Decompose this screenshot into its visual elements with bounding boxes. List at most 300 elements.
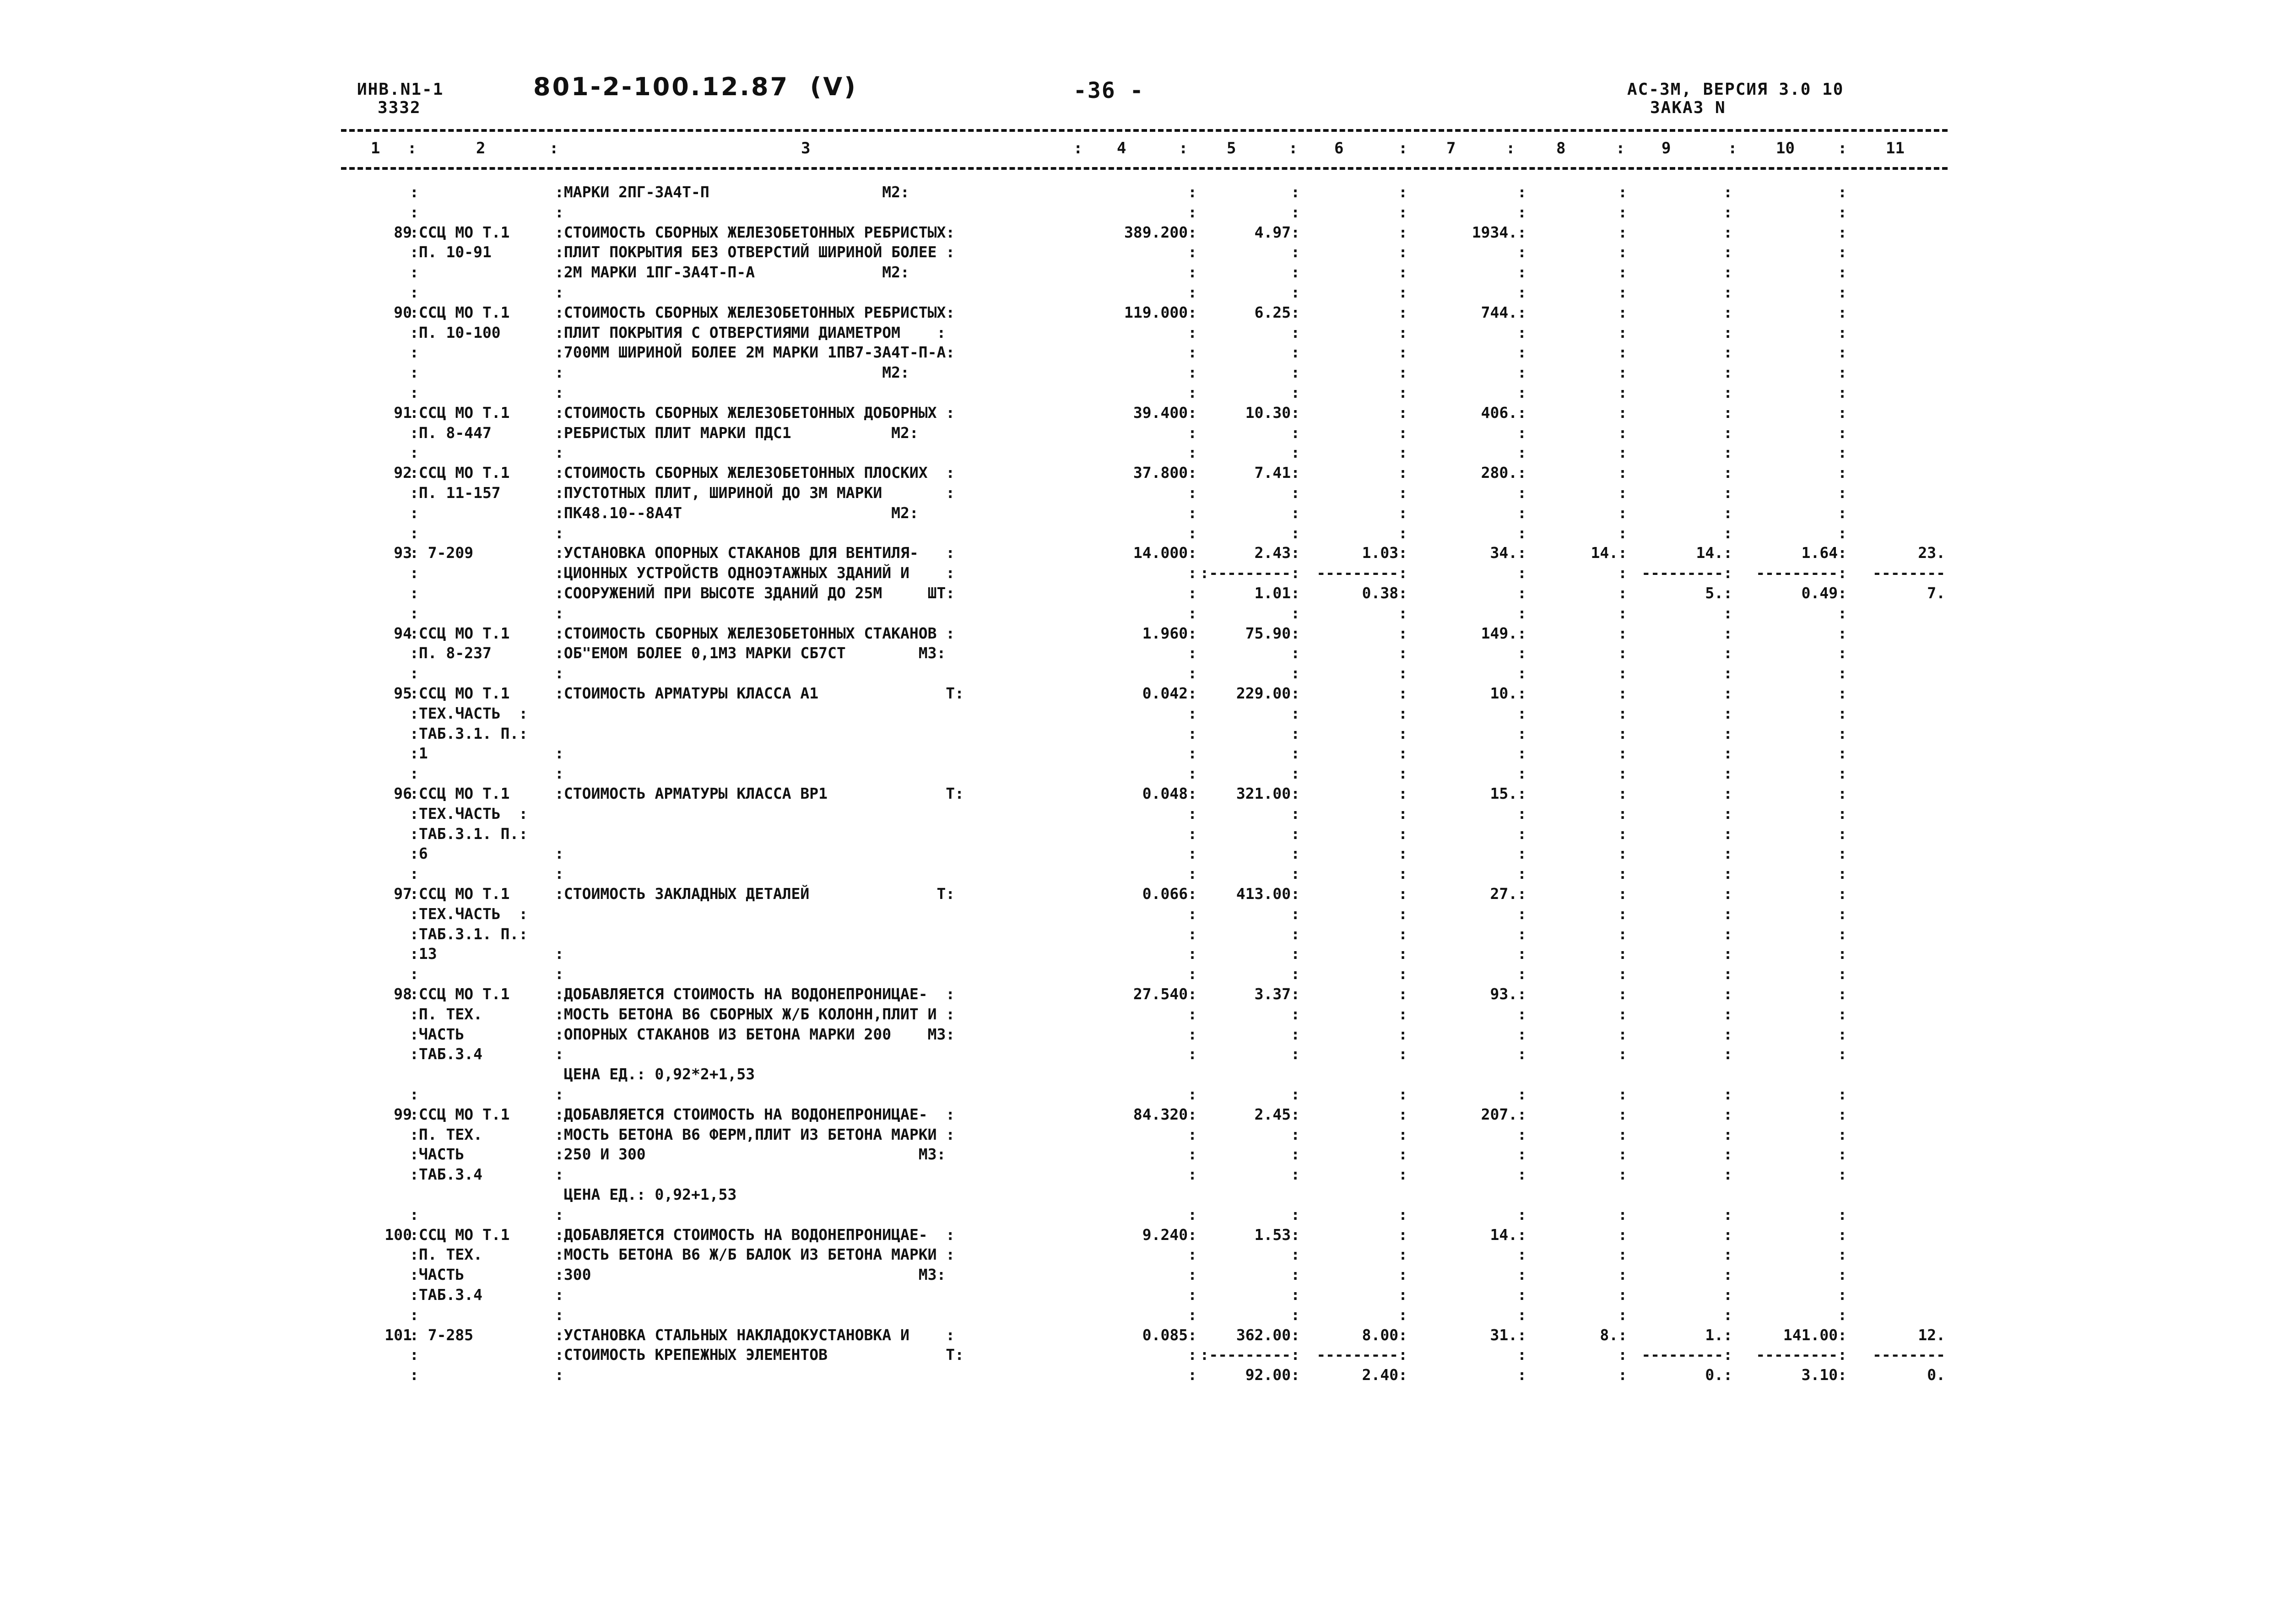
table-row xyxy=(0,504,2284,524)
col-sep: : xyxy=(1073,139,1083,157)
cell-col-10: : xyxy=(1838,824,1847,843)
cell-col-6: : xyxy=(1398,343,1407,362)
cell-col-3: :МОСТЬ БЕТОНА В6 Ж/Б БАЛОК ИЗ БЕТОНА МАРКИ : xyxy=(555,1245,955,1264)
cell-col-7: 149.: xyxy=(1481,624,1526,642)
cell-col-2: : xyxy=(410,1305,419,1324)
cell-col-5: 75.90: xyxy=(1245,624,1300,642)
cell-col-9: : xyxy=(1723,764,1732,783)
table-row xyxy=(0,464,2284,484)
cell-col-7: : xyxy=(1517,1366,1526,1384)
cell-col-7: : xyxy=(1517,584,1526,602)
cell-col-5: :---------: xyxy=(1200,1346,1300,1364)
cell-col-9: : xyxy=(1723,503,1732,522)
cell-col-7: : xyxy=(1517,1286,1526,1304)
col-header-5: 5 xyxy=(1227,139,1236,157)
cell-col-4: : xyxy=(1188,1205,1197,1223)
cell-col-7: 34.: xyxy=(1490,544,1526,562)
cell-col-9: : xyxy=(1723,1005,1732,1023)
cell-col-1: 96 xyxy=(394,785,412,802)
cell-col-8: : xyxy=(1618,925,1627,943)
cell-col-5: 413.00: xyxy=(1236,885,1300,903)
table-row xyxy=(0,243,2284,263)
cell-col-6: : xyxy=(1398,824,1407,843)
cell-col-4: : xyxy=(1188,904,1197,923)
cell-col-4: 0.048: xyxy=(1142,785,1197,802)
cell-col-4: : xyxy=(1188,1005,1197,1023)
cell-col-3: :СТОИМОСТЬ АРМАТУРЫ КЛАССА ВР1 Т: xyxy=(555,785,964,802)
table-row xyxy=(0,985,2284,1005)
cell-col-4: 0.066: xyxy=(1142,885,1197,903)
cell-col-5: : xyxy=(1291,965,1300,983)
cell-col-7: : xyxy=(1517,1305,1526,1324)
cell-col-6: : xyxy=(1398,644,1407,662)
cell-col-9: : xyxy=(1723,1165,1732,1184)
cell-col-4: : xyxy=(1188,1125,1197,1143)
cell-col-2: : xyxy=(410,604,419,622)
cell-col-9: : xyxy=(1723,403,1732,422)
cell-col-10: : xyxy=(1838,1105,1847,1123)
cell-col-9: : xyxy=(1723,1025,1732,1043)
cell-col-10: : xyxy=(1838,865,1847,883)
cell-col-4: : xyxy=(1188,824,1197,843)
cell-col-5: 1.01: xyxy=(1254,584,1300,602)
cell-col-3: :ПК48.10--8А4Т М2: xyxy=(555,503,919,522)
cell-col-3: :СТОИМОСТЬ КРЕПЕЖНЫХ ЭЛЕМЕНТОВ Т: xyxy=(555,1346,964,1364)
cell-col-6: : xyxy=(1398,524,1407,542)
cell-col-8: : xyxy=(1618,1045,1627,1063)
cell-col-4: : xyxy=(1188,644,1197,662)
table-row xyxy=(0,1286,2284,1306)
cell-col-7: : xyxy=(1517,1005,1526,1023)
table-row xyxy=(0,424,2284,444)
cell-col-7: : xyxy=(1517,1025,1526,1043)
cell-col-8: : xyxy=(1618,303,1627,321)
cell-col-2: :ЧАСТЬ xyxy=(410,1145,465,1164)
cell-col-7: : xyxy=(1517,343,1526,362)
cell-col-1: 99 xyxy=(394,1105,412,1123)
table-row xyxy=(0,484,2284,504)
cell-col-6: : xyxy=(1398,1125,1407,1143)
cell-col-1: 95 xyxy=(394,684,412,702)
cell-col-4: : xyxy=(1188,1346,1197,1364)
cell-col-11: -------- xyxy=(1873,564,1945,582)
cell-col-7: : xyxy=(1517,524,1526,542)
cell-col-4: 119.000: xyxy=(1124,303,1197,321)
cell-col-7: : xyxy=(1517,1125,1526,1143)
cell-col-7: : xyxy=(1517,865,1526,883)
cell-col-4: : xyxy=(1188,664,1197,682)
cell-col-7: : xyxy=(1517,183,1526,201)
cell-col-6: : xyxy=(1398,303,1407,321)
table-row xyxy=(0,363,2284,384)
cell-col-7: : xyxy=(1517,283,1526,301)
cell-col-10: : xyxy=(1838,764,1847,783)
cell-col-5: : xyxy=(1291,664,1300,682)
cell-col-9: : xyxy=(1723,203,1732,221)
table-row xyxy=(0,444,2284,464)
cell-col-8: : xyxy=(1618,904,1627,923)
cell-col-4: : xyxy=(1188,503,1197,522)
cell-col-9: : xyxy=(1723,303,1732,321)
cell-col-10: : xyxy=(1838,243,1847,261)
cell-col-4: : xyxy=(1188,363,1197,382)
table-row xyxy=(0,1366,2284,1386)
cell-col-3: : xyxy=(555,604,564,622)
cell-col-5: : xyxy=(1291,1085,1300,1103)
table-row xyxy=(0,1065,2284,1085)
cell-col-9: : xyxy=(1723,965,1732,983)
cell-col-9: : xyxy=(1723,1225,1732,1244)
cell-col-5: 92.00: xyxy=(1245,1366,1300,1384)
cell-col-3: :ОПОРНЫХ СТАКАНОВ ИЗ БЕТОНА МАРКИ 200 М3: xyxy=(555,1025,955,1043)
cell-col-2: : xyxy=(410,564,419,582)
cell-col-10: 3.10: xyxy=(1801,1366,1847,1384)
cell-col-1: 89 xyxy=(394,223,412,241)
cell-col-9: : xyxy=(1723,183,1732,201)
cell-col-5: : xyxy=(1291,604,1300,622)
cell-col-9: : xyxy=(1723,724,1732,742)
cell-col-6: : xyxy=(1398,1085,1407,1103)
table-row xyxy=(0,404,2284,424)
cell-col-3: :ПУСТОТНЫХ ПЛИТ, ШИРИНОЙ ДО 3М МАРКИ : xyxy=(555,484,955,502)
cell-col-7: : xyxy=(1517,925,1526,943)
cell-col-6: : xyxy=(1398,263,1407,281)
cell-col-3: :МОСТЬ БЕТОНА В6 СБОРНЫХ Ж/Б КОЛОНН,ПЛИТ И : xyxy=(555,1005,955,1023)
cell-col-6: : xyxy=(1398,1005,1407,1023)
cell-col-2: :ЧАСТЬ xyxy=(410,1025,465,1043)
cell-col-7: : xyxy=(1517,384,1526,401)
cell-col-2: : xyxy=(410,1346,419,1364)
cell-col-9: : xyxy=(1723,865,1732,883)
col-header-2: 2 xyxy=(476,139,486,157)
cell-col-5: : xyxy=(1291,844,1300,863)
header-top-rule xyxy=(341,129,1948,132)
cell-col-7: : xyxy=(1517,323,1526,341)
cell-col-5: : xyxy=(1291,343,1300,362)
table-row xyxy=(0,604,2284,624)
cell-col-2: :П. 10-91 xyxy=(410,243,492,261)
cell-col-2: : xyxy=(410,503,419,522)
cell-col-7: 31.: xyxy=(1490,1326,1526,1344)
cell-col-10: : xyxy=(1838,724,1847,742)
cell-col-10: : xyxy=(1838,323,1847,341)
table-row xyxy=(0,844,2284,865)
col-header-6: 6 xyxy=(1334,139,1344,157)
cell-col-5: : xyxy=(1291,263,1300,281)
cell-col-7: : xyxy=(1517,1266,1526,1284)
cell-col-10: : xyxy=(1838,343,1847,362)
cell-col-4: : xyxy=(1188,724,1197,742)
col-header-9: 9 xyxy=(1662,139,1671,157)
cell-col-6: ---------: xyxy=(1316,564,1407,582)
table-row xyxy=(0,524,2284,544)
cell-col-3: :СТОИМОСТЬ СБОРНЫХ ЖЕЛЕЗОБЕТОННЫХ ДОБОРНЫХ : xyxy=(555,403,955,422)
cell-col-2: :ЧАСТЬ xyxy=(410,1266,465,1284)
cell-col-6: 2.40: xyxy=(1362,1366,1407,1384)
cell-col-8: : xyxy=(1618,664,1627,682)
cell-col-9: : xyxy=(1723,904,1732,923)
cell-col-4: : xyxy=(1188,804,1197,823)
cell-col-4: 1.960: xyxy=(1142,624,1197,642)
cell-col-6: : xyxy=(1398,323,1407,341)
cell-col-11: 23. xyxy=(1918,544,1945,562)
cell-col-8: : xyxy=(1618,684,1627,702)
cell-col-4: 27.540: xyxy=(1133,985,1197,1003)
table-row xyxy=(0,183,2284,203)
cell-col-5: : xyxy=(1291,744,1300,763)
cell-col-3: :ДОБАВЛЯЕТСЯ СТОИМОСТЬ НА ВОДОНЕПРОНИЦАЕ- : xyxy=(555,1105,955,1123)
cell-col-10: : xyxy=(1838,965,1847,983)
cell-col-6: : xyxy=(1398,865,1407,883)
cell-col-2: :ТЕХ.ЧАСТЬ : xyxy=(410,804,528,823)
cell-col-8: : xyxy=(1618,764,1627,783)
cell-col-10: : xyxy=(1838,1286,1847,1304)
cell-col-5: 229.00: xyxy=(1236,684,1300,702)
cell-col-8: : xyxy=(1618,804,1627,823)
cell-col-10: : xyxy=(1838,1266,1847,1284)
cell-col-6: ---------: xyxy=(1316,1346,1407,1364)
cell-col-4: : xyxy=(1188,1165,1197,1184)
cell-col-3: : xyxy=(555,1045,564,1063)
col-sep: : xyxy=(1398,139,1408,157)
cell-col-10: : xyxy=(1838,1305,1847,1324)
cell-col-6: : xyxy=(1398,684,1407,702)
column-header-row xyxy=(0,139,2284,159)
cell-col-3: :ДОБАВЛЯЕТСЯ СТОИМОСТЬ НА ВОДОНЕПРОНИЦАЕ- : xyxy=(555,1225,955,1244)
cell-col-2: :ТАБ.3.1. П.: xyxy=(410,724,528,742)
cell-col-2: :П. 8-237 xyxy=(410,644,492,662)
cell-col-7: : xyxy=(1517,644,1526,662)
cell-col-2: : xyxy=(410,584,419,602)
cell-col-2: :П. 11-157 xyxy=(410,484,501,502)
cell-col-4: : xyxy=(1188,945,1197,963)
cell-col-1: 100 xyxy=(384,1225,412,1244)
cell-col-9: : xyxy=(1723,1245,1732,1264)
cell-col-2: : xyxy=(410,283,419,301)
cell-col-11: 0. xyxy=(1927,1366,1945,1384)
cell-col-6: : xyxy=(1398,203,1407,221)
cell-col-9: : xyxy=(1723,1145,1732,1164)
cell-col-1: 91 xyxy=(394,403,412,422)
cell-col-3: : М2: xyxy=(555,363,909,382)
cell-col-10: : xyxy=(1838,785,1847,802)
cell-col-8: : xyxy=(1618,584,1627,602)
cell-col-5: : xyxy=(1291,804,1300,823)
cell-col-8: : xyxy=(1618,644,1627,662)
table-row xyxy=(0,1165,2284,1186)
cell-col-4: : xyxy=(1188,584,1197,602)
cell-col-9: : xyxy=(1723,423,1732,442)
cell-col-2: :1 xyxy=(410,744,428,763)
cell-col-8: : xyxy=(1618,524,1627,542)
cell-col-10: : xyxy=(1838,1165,1847,1184)
table-row xyxy=(0,1045,2284,1065)
cell-col-9: : xyxy=(1723,343,1732,362)
cell-col-2: :ТАБ.3.1. П.: xyxy=(410,925,528,943)
cell-col-5: : xyxy=(1291,1125,1300,1143)
cell-col-7: : xyxy=(1517,724,1526,742)
cell-col-2: :ССЦ МО Т.1 xyxy=(410,464,510,482)
cell-col-5: : xyxy=(1291,1266,1300,1284)
cell-col-3: :УСТАНОВКА СТАЛЬНЫХ НАКЛАДОКУСТАНОВКА И : xyxy=(555,1326,955,1344)
cell-col-6: : xyxy=(1398,503,1407,522)
cell-col-10: : xyxy=(1838,664,1847,682)
cell-col-8: : xyxy=(1618,1105,1627,1123)
table-row xyxy=(0,925,2284,945)
cell-col-4: : xyxy=(1188,423,1197,442)
cell-col-8: : xyxy=(1618,744,1627,763)
col-sep: : xyxy=(1838,139,1847,157)
cell-col-9: : xyxy=(1723,1205,1732,1223)
cell-col-10: : xyxy=(1838,1205,1847,1223)
cell-col-8: : xyxy=(1618,423,1627,442)
cell-col-4: : xyxy=(1188,524,1197,542)
cell-col-2: : xyxy=(410,1366,419,1384)
cell-col-6: : xyxy=(1398,945,1407,963)
cell-col-7: : xyxy=(1517,604,1526,622)
cell-col-7: : xyxy=(1517,704,1526,722)
cell-col-10: : xyxy=(1838,1245,1847,1264)
cell-col-8: : xyxy=(1618,704,1627,722)
cell-col-8: : xyxy=(1618,384,1627,401)
cell-col-2: :ССЦ МО Т.1 xyxy=(410,624,510,642)
cell-col-5: 362.00: xyxy=(1236,1326,1300,1344)
cell-col-8: : xyxy=(1618,885,1627,903)
cell-col-7: : xyxy=(1517,844,1526,863)
cell-col-4: : xyxy=(1188,604,1197,622)
table-row xyxy=(0,624,2284,644)
cell-col-8: : xyxy=(1618,1125,1627,1143)
table-row xyxy=(0,1326,2284,1346)
cell-col-8: : xyxy=(1618,1005,1627,1023)
cell-col-4: : xyxy=(1188,865,1197,883)
cell-col-3: : xyxy=(555,1205,564,1223)
cell-col-6: : xyxy=(1398,283,1407,301)
cell-col-10: : xyxy=(1838,704,1847,722)
cell-col-3: :ДОБАВЛЯЕТСЯ СТОИМОСТЬ НА ВОДОНЕПРОНИЦАЕ- : xyxy=(555,985,955,1003)
cell-col-6: : xyxy=(1398,1286,1407,1304)
cell-col-10: 1.64: xyxy=(1801,544,1847,562)
cell-col-5: : xyxy=(1291,524,1300,542)
cell-col-10: : xyxy=(1838,263,1847,281)
cell-col-9: : xyxy=(1723,444,1732,462)
cell-col-6: : xyxy=(1398,744,1407,763)
cell-col-8: : xyxy=(1618,343,1627,362)
cell-col-3: :СТОИМОСТЬ ЗАКЛАДНЫХ ДЕТАЛЕЙ Т: xyxy=(555,885,955,903)
cell-col-5: : xyxy=(1291,1245,1300,1264)
cell-col-9: : xyxy=(1723,243,1732,261)
cell-col-10: : xyxy=(1838,503,1847,522)
cell-col-5: 7.41: xyxy=(1254,464,1300,482)
cell-col-8: : xyxy=(1618,444,1627,462)
program-version: АС-3М, ВЕРСИЯ 3.0 10 xyxy=(1627,80,1844,99)
cell-col-6: : xyxy=(1398,925,1407,943)
cell-col-10: : xyxy=(1838,684,1847,702)
cell-col-6: : xyxy=(1398,965,1407,983)
cell-col-2: :ССЦ МО Т.1 xyxy=(410,303,510,321)
cell-col-1: 90 xyxy=(394,303,412,321)
cell-col-4: : xyxy=(1188,704,1197,722)
cell-col-9: : xyxy=(1723,1125,1732,1143)
cell-col-2: :6 xyxy=(410,844,428,863)
table-row xyxy=(0,1025,2284,1045)
col-header-10: 10 xyxy=(1776,139,1795,157)
cell-col-2: : xyxy=(410,664,419,682)
cell-col-7: : xyxy=(1517,444,1526,462)
cell-col-10: : xyxy=(1838,1005,1847,1023)
cell-col-9: : xyxy=(1723,363,1732,382)
cell-col-7: : xyxy=(1517,363,1526,382)
cell-col-9: ---------: xyxy=(1641,564,1732,582)
cell-col-10: 141.00: xyxy=(1783,1326,1847,1344)
cell-col-3: :УСТАНОВКА ОПОРНЫХ СТАКАНОВ ДЛЯ ВЕНТИЛЯ- : xyxy=(555,544,955,562)
cell-col-4: : xyxy=(1188,1266,1197,1284)
table-row xyxy=(0,544,2284,564)
cell-col-1: 98 xyxy=(394,985,412,1003)
cell-col-7: : xyxy=(1517,664,1526,682)
table-row xyxy=(0,764,2284,785)
table-row xyxy=(0,725,2284,745)
cell-col-4: 37.800: xyxy=(1133,464,1197,482)
cell-col-7: : xyxy=(1517,804,1526,823)
cell-col-4: : xyxy=(1188,1286,1197,1304)
cell-col-5: : xyxy=(1291,1205,1300,1223)
cell-col-8: : xyxy=(1618,1145,1627,1164)
cell-col-8: : xyxy=(1618,1165,1627,1184)
cell-col-6: 0.38: xyxy=(1362,584,1407,602)
table-row xyxy=(0,684,2284,704)
cell-col-2: : xyxy=(410,263,419,281)
cell-col-2: : 7-209 xyxy=(410,544,474,562)
cell-col-9: : xyxy=(1723,624,1732,642)
cell-col-2: :ТАБ.3.4 xyxy=(410,1045,482,1063)
cell-col-4: : xyxy=(1188,1245,1197,1264)
cell-col-8: : xyxy=(1618,1225,1627,1244)
cell-col-2: :П. 8-447 xyxy=(410,423,492,442)
table-row xyxy=(0,885,2284,905)
cell-col-10: : xyxy=(1838,744,1847,763)
cell-col-8: : xyxy=(1618,283,1627,301)
page-number: -36 - xyxy=(1073,78,1144,103)
table-row xyxy=(0,1105,2284,1126)
table-row xyxy=(0,785,2284,805)
cell-col-5: : xyxy=(1291,925,1300,943)
cell-col-10: : xyxy=(1838,283,1847,301)
cell-col-8: : xyxy=(1618,503,1627,522)
table-row xyxy=(0,1145,2284,1165)
cell-col-9: : xyxy=(1723,744,1732,763)
cell-col-8: : xyxy=(1618,624,1627,642)
cell-col-8: : xyxy=(1618,1286,1627,1304)
cell-col-3: : xyxy=(555,865,564,883)
cell-col-11: 7. xyxy=(1927,584,1945,602)
cell-col-5: : xyxy=(1291,1005,1300,1023)
cell-col-6: : xyxy=(1398,785,1407,802)
cell-col-3: : xyxy=(555,1165,564,1184)
cell-col-2: : xyxy=(410,444,419,462)
cell-col-7: : xyxy=(1517,904,1526,923)
cell-col-9: 1.: xyxy=(1705,1326,1732,1344)
cell-col-5: : xyxy=(1291,183,1300,201)
cell-col-10: : xyxy=(1838,484,1847,502)
cell-col-5: : xyxy=(1291,243,1300,261)
cell-col-2: : xyxy=(410,343,419,362)
cell-col-5: : xyxy=(1291,904,1300,923)
cell-col-2: :ССЦ МО Т.1 xyxy=(410,403,510,422)
cell-col-7: : xyxy=(1517,1085,1526,1103)
cell-col-7: : xyxy=(1517,1145,1526,1164)
cell-col-9: : xyxy=(1723,785,1732,802)
